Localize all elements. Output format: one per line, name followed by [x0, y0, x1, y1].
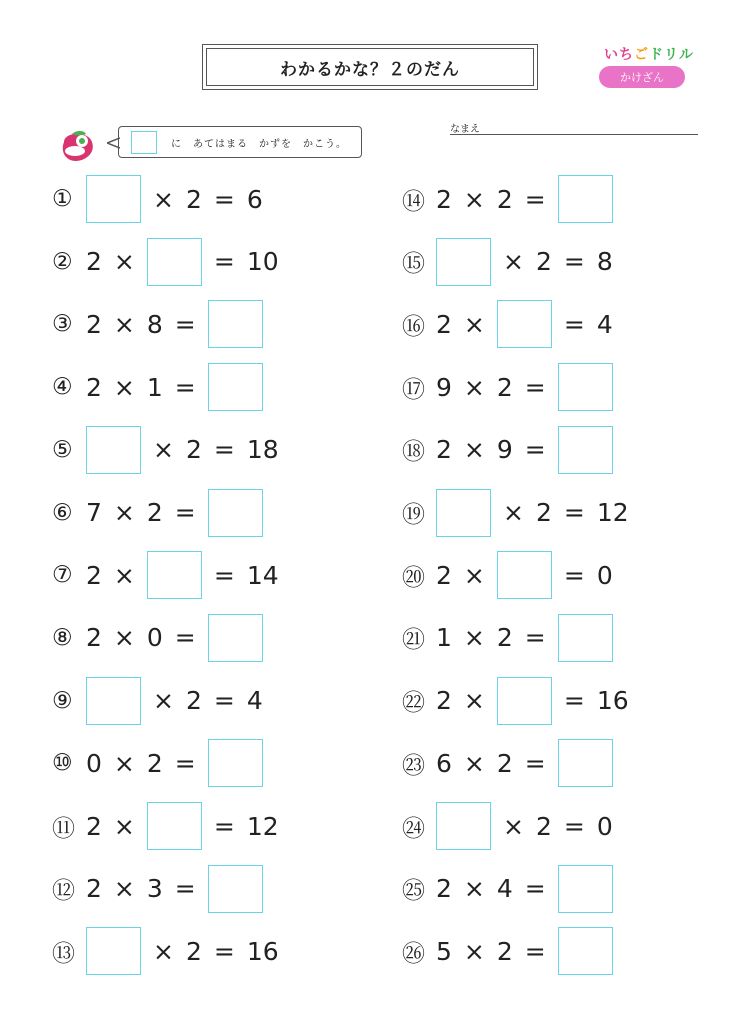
answer-box[interactable] — [558, 614, 613, 662]
operand: 6 — [436, 748, 452, 778]
answer-box[interactable] — [86, 927, 141, 975]
problem-number: ③ — [52, 311, 73, 338]
operand: 4 — [246, 686, 263, 716]
problem-item — [52, 362, 275, 412]
operand: 7 — [86, 498, 102, 527]
operand: 2 — [436, 184, 452, 214]
problem-item — [402, 299, 625, 349]
problem-number: ⑯ — [402, 313, 425, 340]
problem-item — [52, 488, 275, 538]
operand: 4 — [496, 874, 513, 904]
problem-number: ⑫ — [52, 878, 75, 905]
times-sign: × — [463, 874, 485, 904]
operand: 3 — [146, 874, 163, 904]
problem-item — [52, 926, 291, 976]
problem-item — [402, 174, 625, 224]
operand: 2 — [496, 748, 513, 778]
equals-sign: = — [563, 247, 585, 277]
equals-sign: = — [524, 936, 546, 966]
name-field[interactable] — [450, 120, 698, 135]
operand: 12 — [596, 498, 629, 527]
page-title: わかるかな？２のだん — [206, 48, 534, 86]
equals-sign: = — [213, 560, 235, 590]
problem-number: ⑳ — [402, 564, 425, 591]
times-sign: × — [113, 811, 135, 841]
problem-number: ㉒ — [402, 690, 425, 717]
operand: 6 — [246, 184, 263, 214]
problem-number: ㉔ — [402, 815, 425, 842]
answer-box[interactable] — [86, 175, 141, 223]
equals-sign: = — [213, 686, 235, 716]
equals-sign: = — [213, 435, 235, 465]
equals-sign: = — [563, 811, 585, 841]
times-sign: × — [153, 686, 174, 716]
operand: 2 — [86, 874, 102, 904]
operand: 0 — [596, 560, 613, 590]
times-sign: × — [463, 435, 485, 465]
operand: 2 — [436, 874, 452, 904]
operand: 9 — [436, 372, 452, 402]
answer-box[interactable] — [86, 677, 141, 725]
answer-box[interactable] — [147, 551, 202, 599]
instruction-text: に あてはまる かずを かこう。 — [171, 139, 347, 150]
problem-item — [402, 926, 625, 976]
logo-part-2: ご — [634, 47, 649, 63]
logo-part-1: いち — [604, 47, 634, 63]
times-sign: × — [503, 811, 524, 841]
operand: 2 — [185, 686, 202, 716]
times-sign: × — [113, 560, 135, 590]
equals-sign: = — [563, 498, 585, 527]
operand: 0 — [86, 748, 102, 778]
problem-number: ⑪ — [52, 815, 75, 842]
problem-item — [52, 864, 275, 914]
operand: 2 — [86, 309, 102, 339]
answer-box[interactable] — [147, 802, 202, 850]
problem-item — [402, 550, 625, 600]
operand: 2 — [86, 560, 102, 590]
operand: 2 — [86, 372, 102, 402]
equals-sign: = — [174, 623, 196, 653]
operand: 16 — [246, 936, 279, 966]
operand: 14 — [246, 560, 279, 590]
times-sign: × — [463, 936, 485, 966]
answer-box[interactable] — [208, 739, 263, 787]
problem-item — [402, 488, 641, 538]
equals-sign: = — [174, 748, 196, 778]
equals-sign: = — [524, 435, 546, 465]
category-badge: かけざん — [599, 66, 685, 88]
operand: 2 — [535, 498, 552, 527]
answer-box[interactable] — [208, 489, 263, 537]
problem-number: ⑧ — [52, 624, 73, 651]
times-sign: × — [113, 372, 135, 402]
operand: 2 — [496, 184, 513, 214]
problem-item — [402, 738, 625, 788]
answer-box[interactable] — [558, 426, 613, 474]
problem-number: ⑲ — [402, 502, 425, 528]
problem-number: ㉕ — [402, 878, 425, 905]
equals-sign: = — [524, 184, 546, 214]
equals-sign: = — [563, 560, 585, 590]
equals-sign: = — [174, 498, 196, 527]
equals-sign: = — [563, 309, 585, 339]
times-sign: × — [153, 435, 174, 465]
problem-number: ⑤ — [52, 436, 73, 463]
times-sign: × — [463, 560, 485, 590]
problem-number: ⑦ — [52, 562, 73, 589]
operand: 2 — [185, 184, 202, 214]
answer-box[interactable] — [147, 238, 202, 286]
problem-item — [402, 362, 625, 412]
problem-number: ㉓ — [402, 752, 425, 779]
problem-number: ② — [52, 248, 73, 275]
operand: 2 — [436, 560, 452, 590]
operand: 2 — [535, 247, 552, 277]
operand: 1 — [436, 623, 452, 653]
times-sign: × — [463, 623, 485, 653]
times-sign: × — [113, 748, 135, 778]
problem-number: ⑭ — [402, 188, 425, 215]
answer-box[interactable] — [558, 739, 613, 787]
equals-sign: = — [174, 372, 196, 402]
equals-sign: = — [524, 874, 546, 904]
problem-item — [52, 738, 275, 788]
problem-number: ㉑ — [402, 627, 425, 654]
times-sign: × — [153, 936, 174, 966]
operand: 0 — [596, 811, 613, 841]
operand: 8 — [596, 247, 613, 277]
problem-item — [402, 613, 625, 663]
operand: 2 — [146, 498, 163, 527]
times-sign: × — [463, 184, 485, 214]
times-sign: × — [463, 309, 485, 339]
problem-item — [402, 237, 625, 287]
problem-item — [402, 425, 625, 475]
answer-box[interactable] — [558, 363, 613, 411]
logo-part-3: ドリル — [649, 47, 694, 63]
title-frame — [202, 44, 538, 90]
operand: 12 — [246, 811, 279, 841]
operand: 2 — [86, 247, 102, 277]
times-sign: × — [113, 247, 135, 277]
operand: 2 — [436, 309, 452, 339]
instruction-sample-box — [131, 131, 157, 154]
name-label: なまえ — [450, 124, 480, 135]
answer-box[interactable] — [436, 238, 491, 286]
equals-sign: = — [524, 748, 546, 778]
answer-box[interactable] — [558, 175, 613, 223]
answer-box[interactable] — [86, 426, 141, 474]
problem-number: ⑱ — [402, 439, 425, 466]
operand: 18 — [246, 435, 279, 465]
answer-box[interactable] — [208, 363, 263, 411]
operand: 10 — [246, 247, 279, 277]
operand: 8 — [146, 309, 163, 339]
operand: 2 — [436, 435, 452, 465]
equals-sign: = — [213, 811, 235, 841]
problem-item — [52, 174, 275, 224]
problem-number: ⑰ — [402, 376, 425, 403]
times-sign: × — [503, 498, 524, 527]
equals-sign: = — [213, 184, 235, 214]
problem-item — [402, 676, 641, 726]
times-sign: × — [113, 309, 135, 339]
times-sign: × — [503, 247, 524, 277]
operand: 2 — [535, 811, 552, 841]
equals-sign: = — [174, 309, 196, 339]
operand: 2 — [146, 748, 163, 778]
answer-box[interactable] — [497, 677, 552, 725]
answer-box[interactable] — [208, 865, 263, 913]
answer-box[interactable] — [558, 927, 613, 975]
problem-item — [52, 801, 291, 851]
problem-number: ⑮ — [402, 251, 425, 278]
operand: 2 — [86, 623, 102, 653]
answer-box[interactable] — [208, 614, 263, 662]
times-sign: × — [463, 372, 485, 402]
problem-number: ⑨ — [52, 687, 73, 714]
brand-logo — [604, 44, 694, 64]
operand: 2 — [185, 936, 202, 966]
operand: 2 — [185, 435, 202, 465]
operand: 5 — [436, 936, 452, 966]
problem-number: ① — [52, 186, 73, 212]
equals-sign: = — [563, 686, 585, 716]
times-sign: × — [463, 686, 485, 716]
problem-item — [402, 801, 625, 851]
operand: 2 — [86, 811, 102, 841]
operand: 9 — [496, 435, 513, 465]
times-sign: × — [113, 623, 135, 653]
times-sign: × — [113, 498, 135, 527]
problem-item — [402, 864, 625, 914]
operand: 2 — [496, 936, 513, 966]
operand: 2 — [496, 372, 513, 402]
problem-item — [52, 237, 291, 287]
problem-item — [52, 425, 291, 475]
answer-box[interactable] — [208, 300, 263, 348]
problem-item — [52, 299, 275, 349]
equals-sign: = — [174, 874, 196, 904]
problem-number: ⑬ — [52, 940, 75, 967]
problem-item — [52, 550, 291, 600]
strawberry-mascot-icon — [58, 128, 98, 162]
problem-number: ㉖ — [402, 940, 425, 967]
operand: 4 — [596, 309, 613, 339]
equals-sign: = — [213, 247, 235, 277]
problem-number: ④ — [52, 374, 73, 401]
times-sign: × — [463, 748, 485, 778]
answer-box[interactable] — [497, 551, 552, 599]
answer-box[interactable] — [497, 300, 552, 348]
equals-sign: = — [524, 623, 546, 653]
problem-number: ⑩ — [52, 750, 73, 777]
problem-number: ⑥ — [52, 499, 73, 526]
times-sign: × — [153, 184, 174, 214]
answer-box[interactable] — [558, 865, 613, 913]
equals-sign: = — [213, 936, 235, 966]
operand: 0 — [146, 623, 163, 653]
times-sign: × — [113, 874, 135, 904]
operand: 2 — [496, 623, 513, 653]
problem-item — [52, 613, 275, 663]
answer-box[interactable] — [436, 489, 491, 537]
answer-box[interactable] — [436, 802, 491, 850]
instruction-bubble — [118, 126, 362, 158]
operand: 1 — [146, 372, 163, 402]
problem-item — [52, 676, 275, 726]
equals-sign: = — [524, 372, 546, 402]
operand: 2 — [436, 686, 452, 716]
operand: 16 — [596, 686, 629, 716]
